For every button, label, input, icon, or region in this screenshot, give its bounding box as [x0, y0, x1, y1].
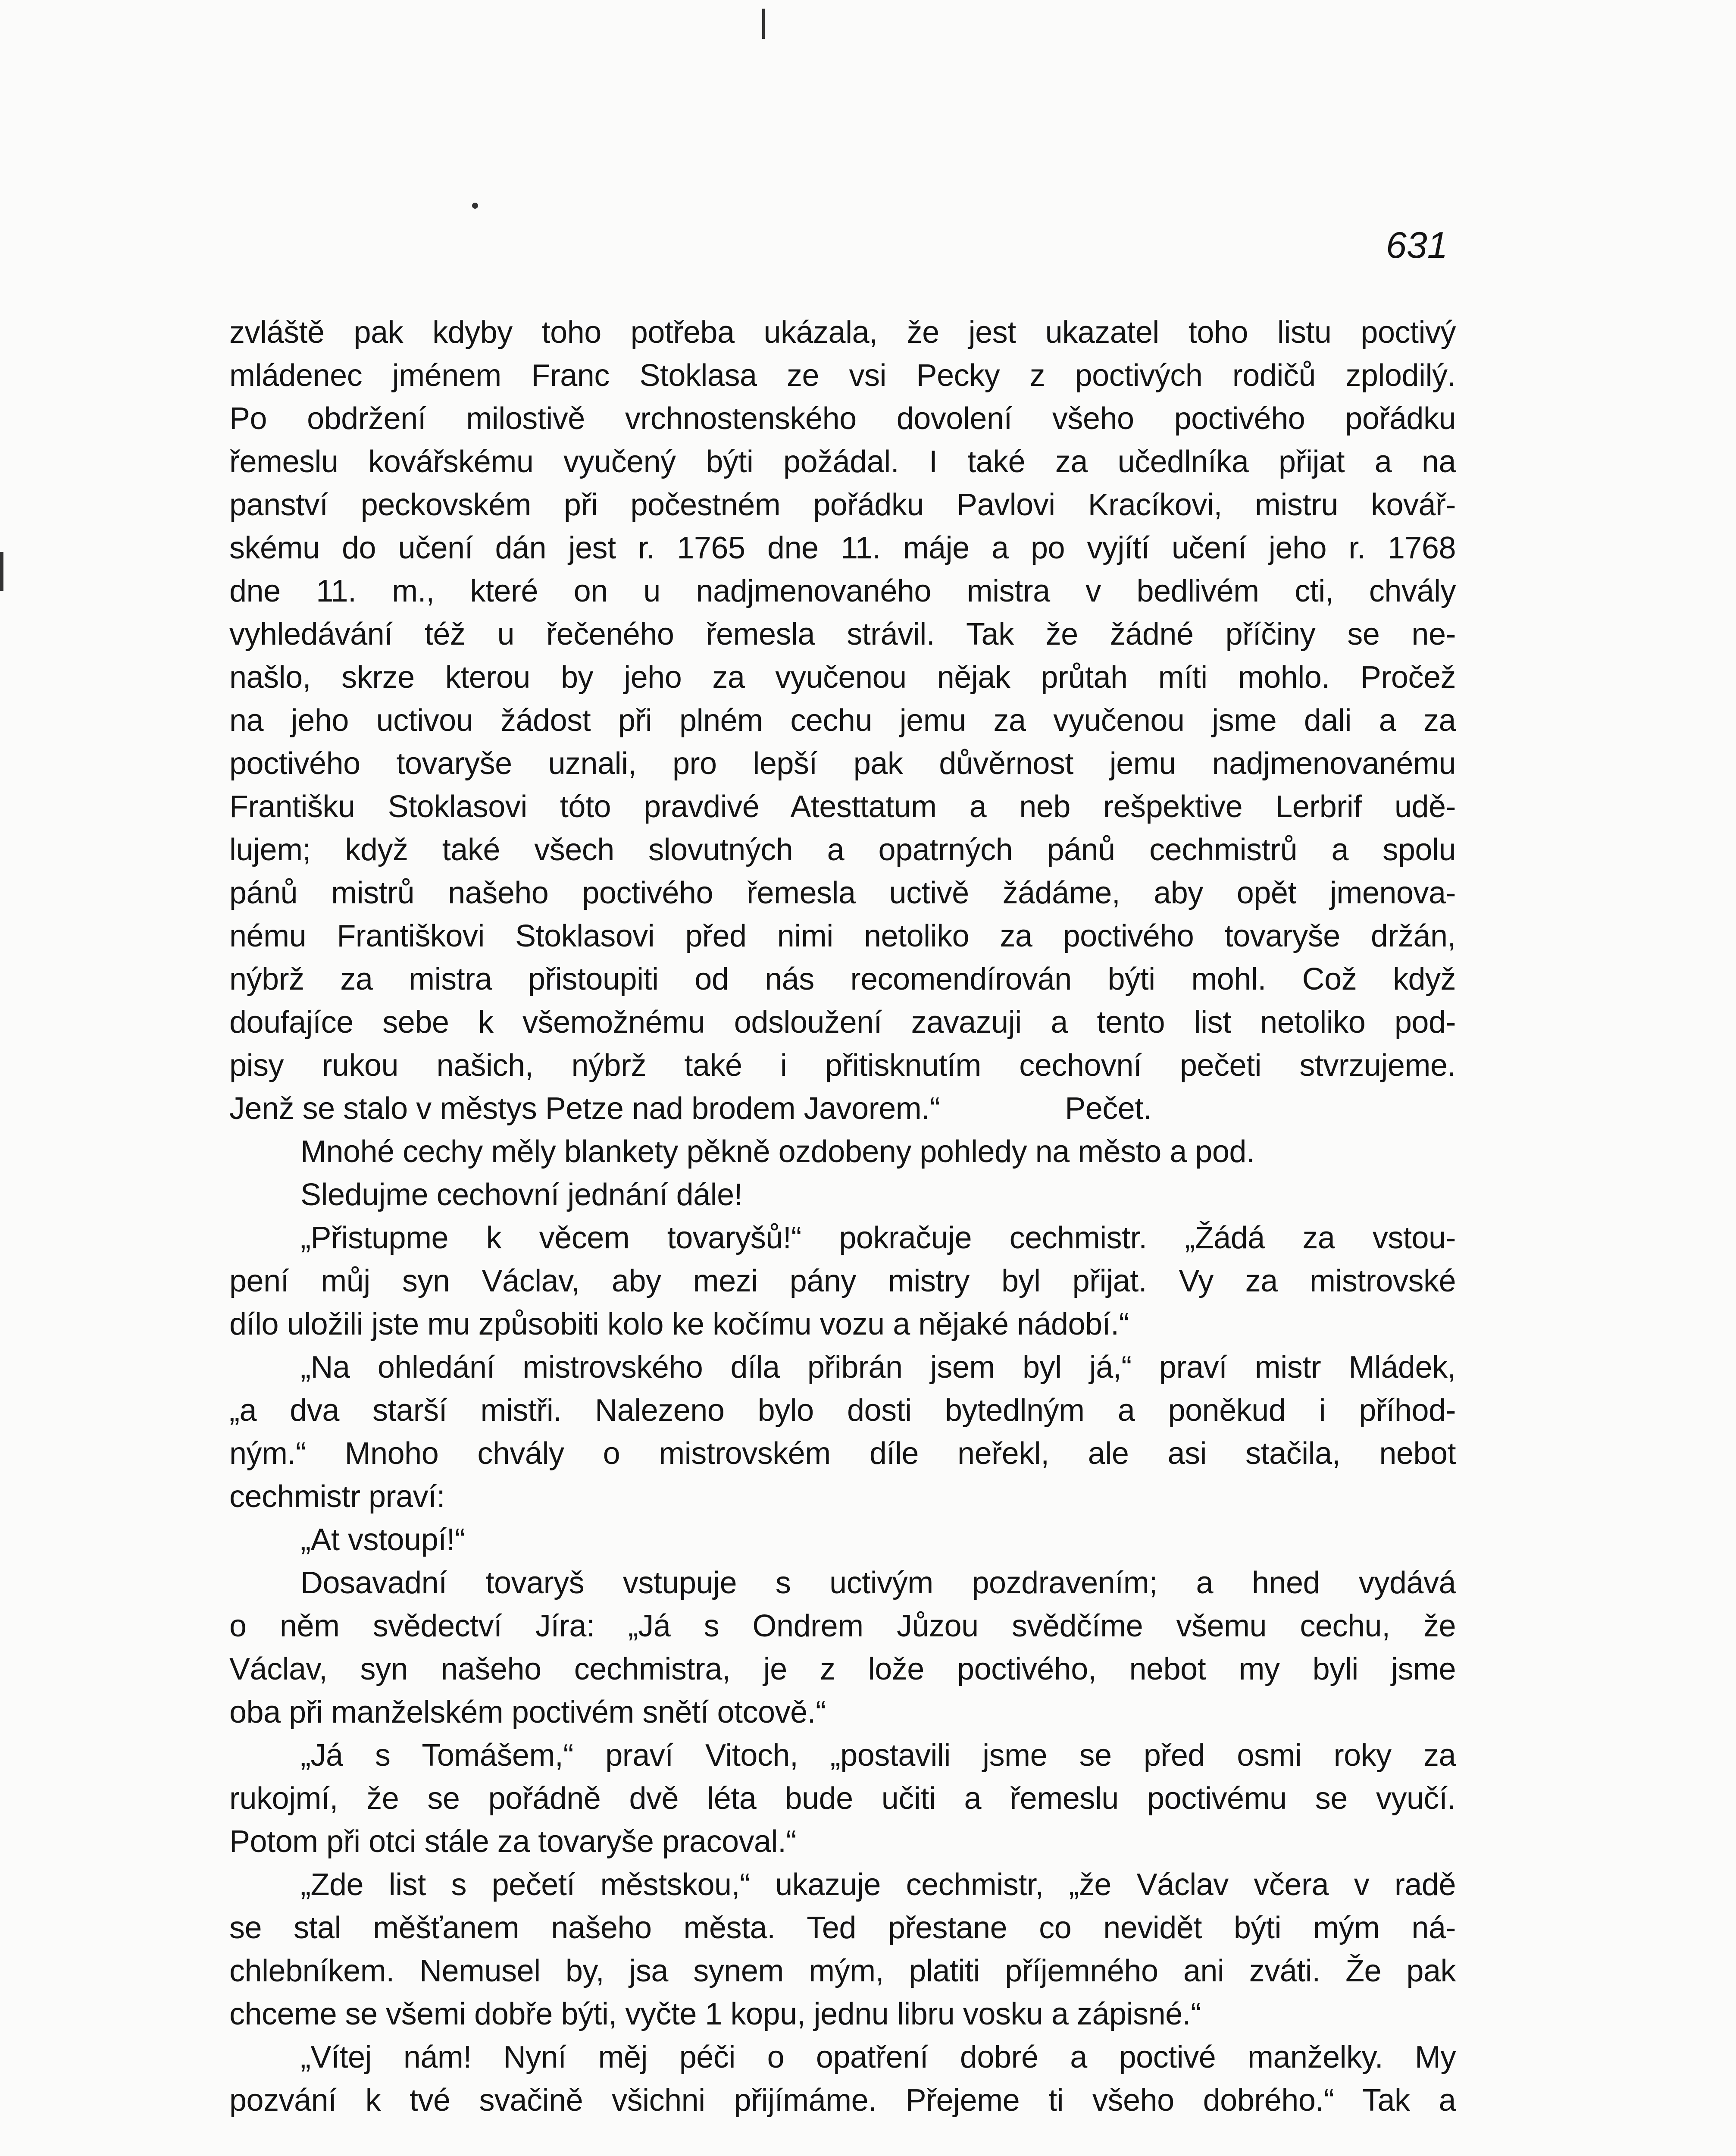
text-line: Václav, syn našeho cechmistra, je z lože poctivého, nebot my byli jsme	[229, 1652, 1456, 1686]
text-line: „a dva starší mistři. Nalezeno bylo dosti bytedlným a poněkud i příhod-	[229, 1393, 1456, 1428]
paragraph	[229, 1518, 1456, 1561]
text-line: poctivého tovaryše uznali, pro lepší pak důvěrnost jemu nadjmenovanému	[229, 746, 1456, 781]
text-line: „At vstoupí!“	[300, 1523, 465, 1557]
text-line: chlebníkem. Nemusel by, jsa synem mým, platiti příjemného ani zváti. Že pak	[229, 1954, 1456, 1988]
text-line: pení můj syn Václav, aby mezi pány mistry byl přijat. Vy za mistrovské	[229, 1264, 1456, 1298]
text-line: „Vítej nám! Nyní měj péči o opatření dobré a poctivé manželky. My	[300, 2040, 1456, 2075]
text-line: mládenec jménem Franc Stoklasa ze vsi Pecky z poctivých rodičů zplodilý.	[229, 358, 1456, 393]
text-line: řemeslu kovářskému vyučený býti požádal. I také za učedlníka přijat a na	[229, 445, 1456, 479]
text-line: „Na ohledání mistrovského díla přibrán jsem byl já,“ praví mistr Mládek,	[300, 1350, 1456, 1385]
text-line: „Zde list s pečetí městskou,“ ukazuje cechmistr, „že Václav včera v radě	[300, 1868, 1456, 1902]
paragraph	[229, 1216, 1456, 1346]
text-line: dne 11. m., které on u nadjmenovaného mistra v bedlivém cti, chvály	[229, 574, 1456, 608]
text-line: cechmistr praví:	[229, 1479, 445, 1514]
paragraph	[229, 1346, 1456, 1518]
text-line: rukojmí, že se pořádně dvě léta bude učiti a řemeslu poctivému se vyučí.	[229, 1781, 1456, 1816]
paragraph	[229, 1173, 1456, 1216]
text-line: Sledujme cechovní jednání dále!	[300, 1178, 743, 1212]
text-line: oba při manželském poctivém snětí otcově.“	[229, 1695, 826, 1730]
text-line: Mnohé cechy měly blankety pěkně ozdobeny pohledy na město a pod.	[300, 1134, 1255, 1169]
text-line: Potom při otci stále za tovaryše pracoval.“	[229, 1824, 797, 1859]
scan-artifact-top-line	[762, 9, 765, 39]
text-line: pánů mistrů našeho poctivého řemesla uctivě žádáme, aby opět jmenova-	[229, 876, 1456, 910]
text-line: se stal měšťanem našeho města. Ted přestane co nevidět býti mým ná-	[229, 1911, 1456, 1945]
text-line: vyhledávání též u řečeného řemesla strávil. Tak že žádné příčiny se ne-	[229, 617, 1456, 652]
text-line: pozvání k tvé svačině všichni přijímáme. Přejeme ti všeho dobrého.“ Tak a	[229, 2083, 1456, 2118]
text-line: Jenž se stalo v městys Petze nad brodem Javorem.“	[229, 1091, 940, 1126]
paragraph	[229, 1734, 1456, 1863]
text-line: skému do učení dán jest r. 1765 dne 11. máje a po vyjítí učení jeho r. 1768	[229, 531, 1456, 565]
text-line: o něm svědectví Jíra: „Já s Ondrem Jůzou svědčíme všemu cechu, že	[229, 1609, 1456, 1643]
text-line: „Přistupme k věcem tovaryšů!“ pokračuje cechmistr. „Žádá za vstou-	[300, 1221, 1456, 1255]
text-line: „Já s Tomášem,“ praví Vitoch, „postavili jsme se před osmi roky za	[300, 1738, 1456, 1773]
text-line: chceme se všemi dobře býti, vyčte 1 kopu, jednu libru vosku a zápisné.“	[229, 1997, 1201, 2031]
text-line: našlo, skrze kterou by jeho za vyučenou nějak průtah míti mohlo. Pročež	[229, 660, 1456, 695]
text-line: Dosavadní tovaryš vstupuje s uctivým pozdravením; a hned vydává	[300, 1566, 1456, 1600]
text-line: doufajíce sebe k všemožnému odsloužení zavazuji a tento list netoliko pod-	[229, 1005, 1456, 1040]
paragraph	[229, 1561, 1456, 1734]
text-line: nému Františkovi Stoklasovi před nimi netoliko za poctivého tovaryše držán,	[229, 919, 1456, 953]
scan-artifact-left-bracket	[0, 552, 3, 591]
paragraph	[229, 1130, 1456, 1173]
text-line: ným.“ Mnoho chvály o mistrovském díle neřekl, ale asi stačila, nebot	[229, 1436, 1456, 1471]
text-line: nýbrž za mistra přistoupiti od nás recomendírován býti mohl. Což když	[229, 962, 1456, 997]
text-line: Po obdržení milostivě vrchnostenského dovolení všeho poctivého pořádku	[229, 401, 1456, 436]
page-number: 631	[1386, 225, 1448, 266]
paragraph	[229, 2036, 1456, 2122]
text-line: pisy rukou našich, nýbrž také i přitisknutím cechovní pečeti stvrzujeme.	[229, 1048, 1456, 1083]
text-line: Františku Stoklasovi tóto pravdivé Atesttatum a neb rešpektive Lerbrif udě-	[229, 790, 1456, 824]
seal-label: Pečet.	[1065, 1091, 1152, 1126]
body-text	[229, 311, 1456, 2122]
text-line: dílo uložili jste mu způsobiti kolo ke kočímu vozu a nějaké nádobí.“	[229, 1307, 1129, 1341]
text-line: zvláště pak kdyby toho potřeba ukázala, že jest ukazatel toho listu poctivý	[229, 315, 1456, 350]
text-line: panství peckovském při počestném pořádku Pavlovi Kracíkovi, mistru kovář-	[229, 488, 1456, 522]
text-line: lujem; když také všech slovutných a opatrných pánů cechmistrů a spolu	[229, 833, 1456, 867]
scan-artifact-dot	[472, 203, 478, 209]
paragraph	[229, 311, 1456, 1130]
text-line: na jeho uctivou žádost při plném cechu jemu za vyučenou jsme dali a za	[229, 703, 1456, 738]
paragraph	[229, 1863, 1456, 2036]
